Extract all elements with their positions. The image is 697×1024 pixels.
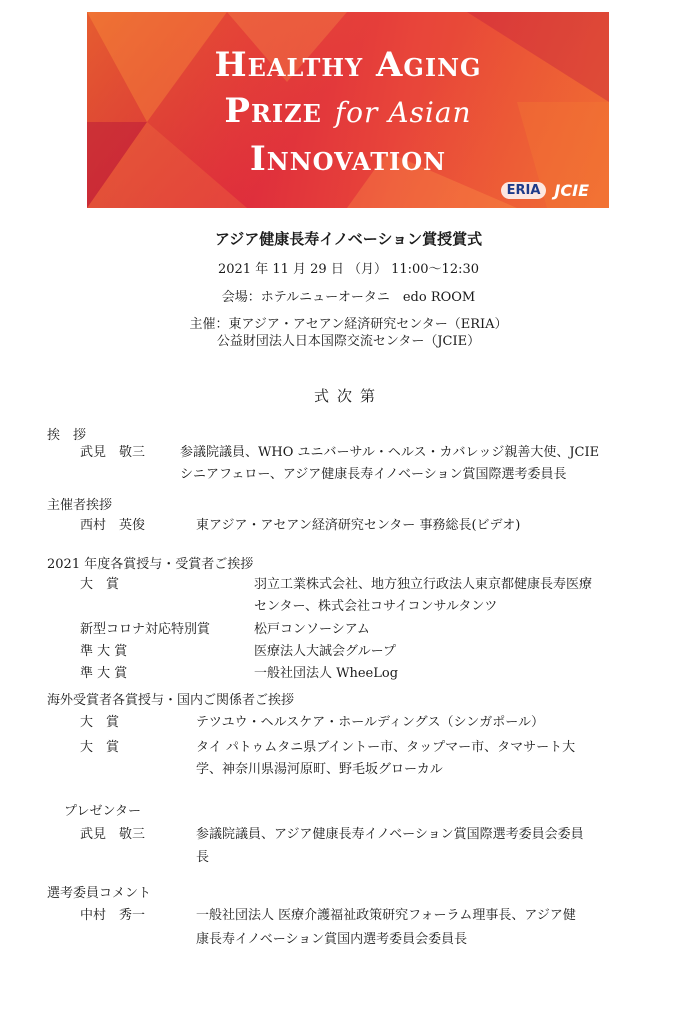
awards-2021-label: 2021 年度各賞授与・受賞者ご挨拶 [47,557,254,572]
host-greeting-desc: 東アジア・アセアン経済研究センター 事務総長(ビデオ) [196,518,521,533]
overseas-row-recipients-cont: 学、神奈川県湯河原町、野毛坂グローカル [196,762,443,777]
committee-label: 選考委員コメント [47,886,152,901]
greeting-label: 挨 拶 [47,428,87,443]
eria-logo: ERIA [501,182,547,199]
greeting-desc-line1: 参議院議員、WHO ユニバーサル・ヘルス・カバレッジ親善大使、JCIE [180,445,600,460]
committee-desc-line2: 康長寿イノベーション賞国内選考委員会委員長 [196,932,468,947]
award-row-award: 大 賞 [80,577,120,592]
greeting-desc-line2: シニアフェロー、アジア健康長寿イノベーション賞国際選考委員長 [180,467,567,482]
overseas-row-award: 大 賞 [80,715,120,730]
award-row-award: 準 大 賞 [80,666,128,681]
presenter-desc-line2: 長 [196,850,210,865]
award-row-recipients: 松戸コンソーシアム [254,622,370,637]
jcie-logo: JCIE [554,181,589,200]
event-title: アジア健康長寿イノベーション賞授賞式 [214,230,483,248]
banner-title-line1: Healthy Aging [214,45,482,85]
banner-image [87,12,609,208]
award-row-award: 準 大 賞 [80,644,128,659]
award-row-recipients-cont: センター、株式会社コサイコンサルタンツ [254,599,498,614]
award-row-award: 新型コロナ対応特別賞 [80,622,211,637]
host-greeting-name: 西村 英俊 [80,518,146,533]
program-heading: 式次第 [313,387,383,405]
presenter-label: プレゼンター [64,804,141,819]
banner-title-for-asian: for Asian [334,96,472,129]
committee-desc-line1: 一般社団法人 医療介護福祉政策研究フォーラム理事長、アジア健 [196,908,576,923]
event-host-2: 公益財団法人日本国際交流センター（JCIE） [216,334,481,349]
banner-title-line3: Innovation [249,139,447,179]
presenter-desc-line1: 参議院議員、アジア健康長寿イノベーション賞国際選考委員会委員 [196,827,584,842]
overseas-row-recipients: タイ パトゥムタニ県ブイントー市、タップマー市、タマサート大 [196,740,576,755]
event-datetime: 2021 年 11 月 29 日 （月） 11:00～12:30 [217,262,480,277]
overseas-row-recipients: テツユウ・ヘルスケア・ホールディングス（シンガポール） [196,715,544,730]
host-greeting-label: 主催者挨拶 [47,498,113,513]
overseas-row-award: 大 賞 [80,740,120,755]
greeting-name: 武見 敬三 [80,445,146,460]
overseas-label: 海外受賞者各賞授与・国内ご関係者ご挨拶 [47,693,295,708]
award-row-recipients: 一般社団法人 WheeLog [254,666,399,681]
committee-name: 中村 秀一 [80,908,146,923]
banner-title [87,42,609,182]
sponsor-logos [501,181,589,200]
event-venue: 会場：ホテルニューオータニ edo ROOM [221,290,476,305]
award-row-recipients: 羽立工業株式会社、地方独立行政法人東京都健康長寿医療 [254,577,593,592]
banner-title-prize: Prize [224,91,322,131]
event-host-1: 主催：東アジア・アセアン経済研究センター（ERIA） [189,317,508,332]
award-row-recipients: 医療法人大誠会グループ [254,644,396,659]
banner-title-line2 [87,88,609,136]
presenter-name: 武見 敬三 [80,827,146,842]
